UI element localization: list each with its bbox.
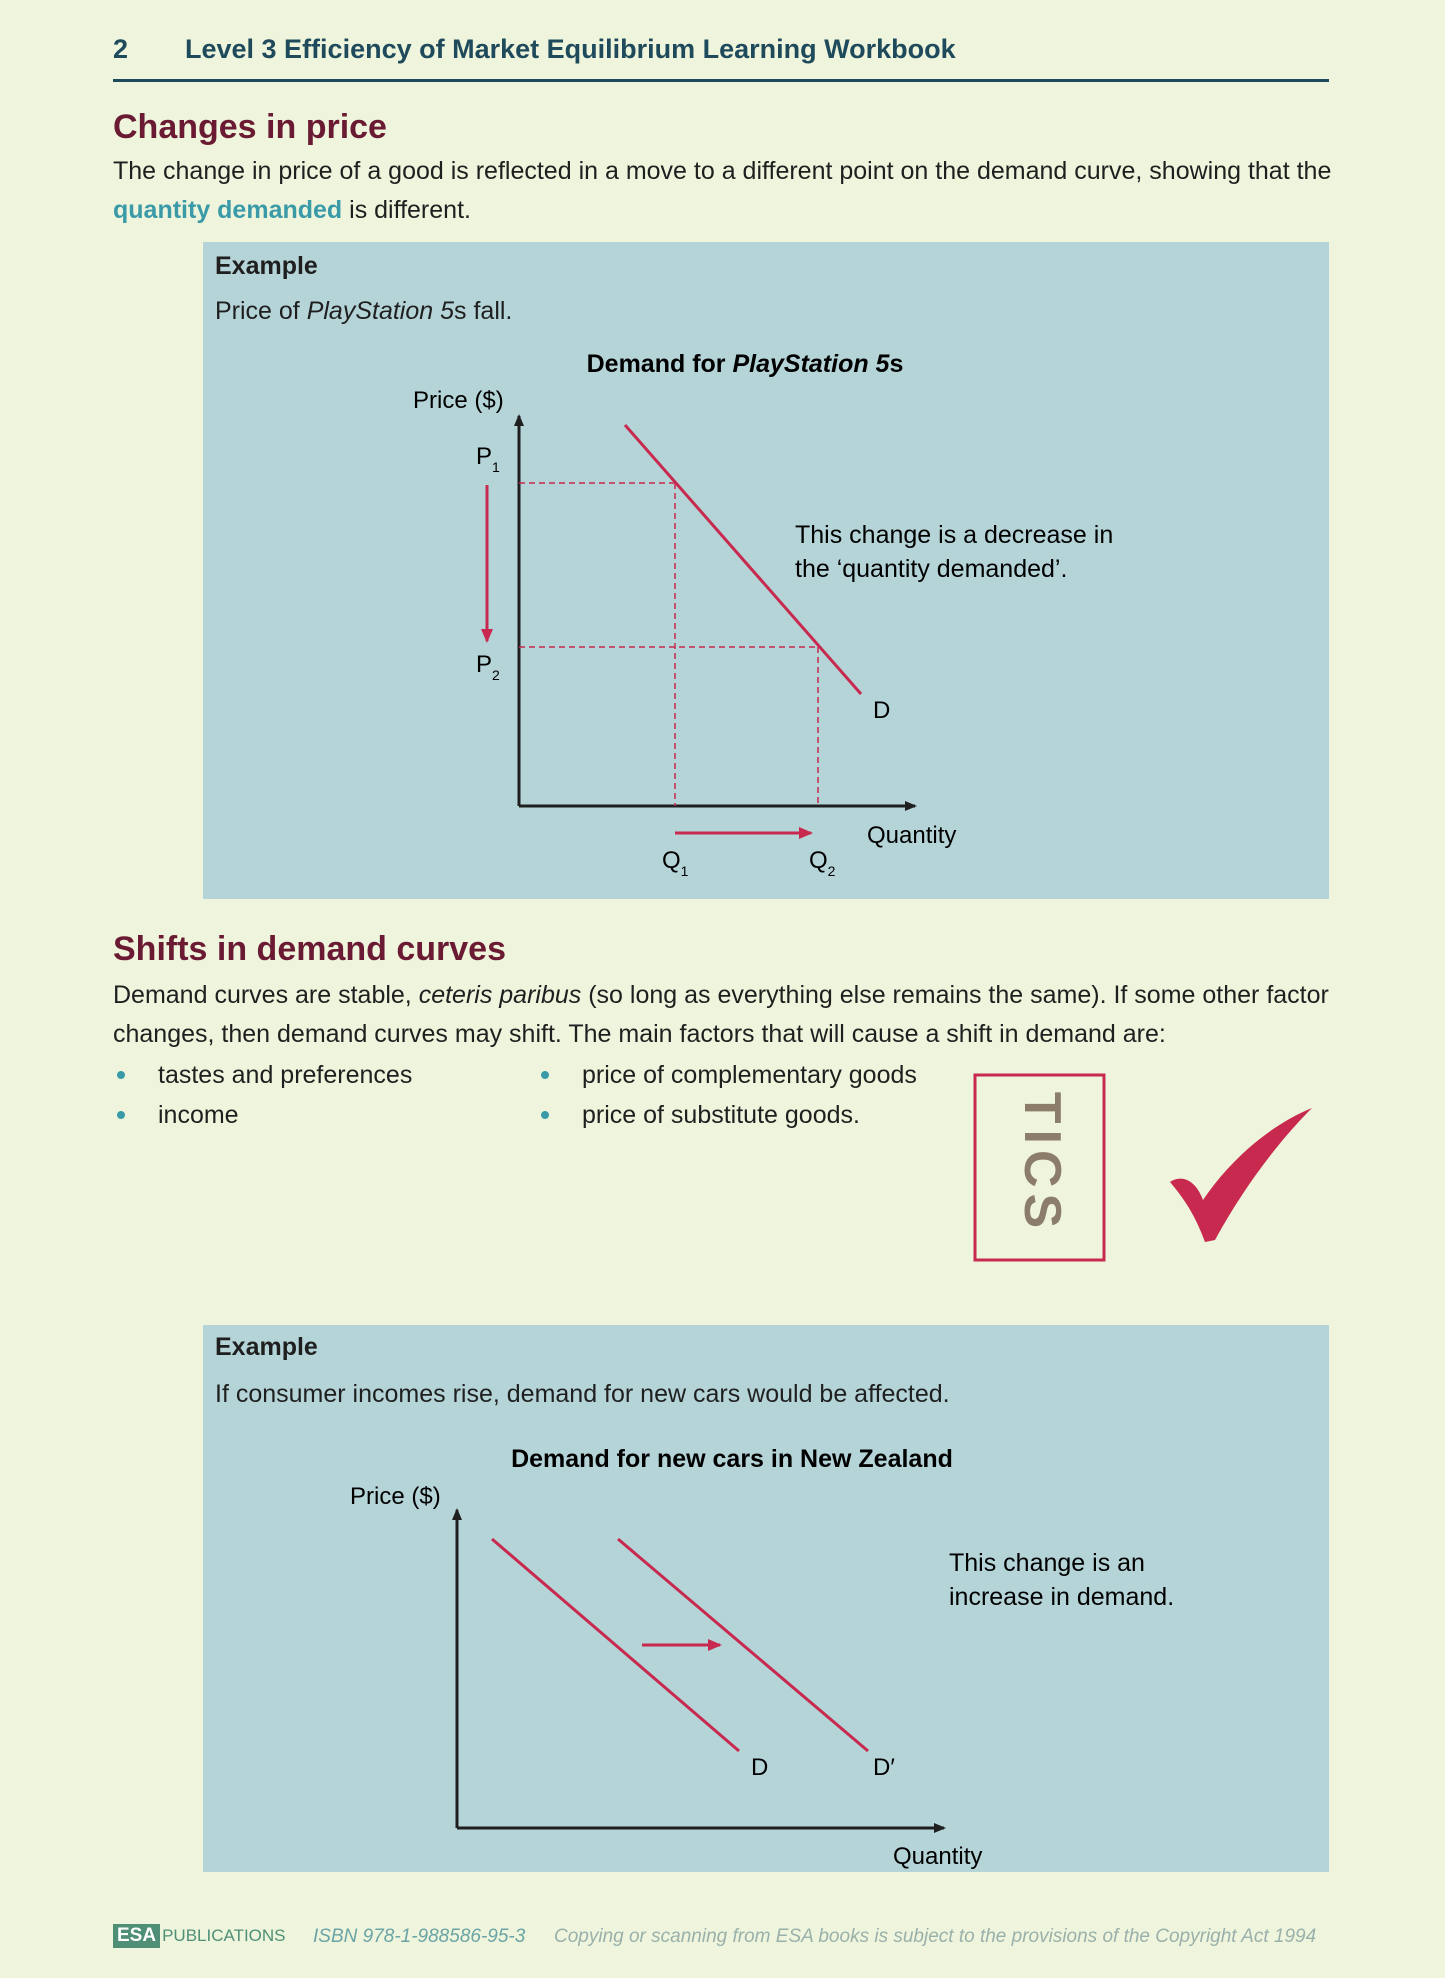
chart1-note-line1: This change is a decrease in [795, 521, 1114, 549]
isbn: ISBN 978-1-988586-95-3 [313, 1926, 526, 1947]
section1-text-end: is different. [342, 196, 471, 224]
p1-label: $P_1$ [476, 443, 500, 475]
chart2-y-axis-label: Price ($) [350, 1483, 441, 1510]
list-item: income [113, 1095, 412, 1135]
section1-text-start: The change in price of a good is reflected in a move to a different point on the demand curve, showing that the [113, 157, 1332, 185]
chart1-x-axis-label: Quantity [867, 822, 957, 849]
list-item: tastes and preferences [113, 1055, 412, 1095]
copyright-notice: Copying or scanning from ESA books is subject to the provisions of the Copyright Act 1994 [554, 1926, 1317, 1947]
example-text: If consumer incomes rise, demand for new cars would be affected. [215, 1380, 950, 1408]
section-heading-changes-in-price: Changes in price [113, 108, 387, 146]
example-text-suffix: s fall. [454, 297, 513, 325]
ceteris-paribus-term: ceteris paribus [418, 981, 582, 1009]
esa-logo [113, 1924, 286, 1948]
example-text-prefix: Price of [215, 297, 307, 325]
curve-d-label: D [751, 1754, 769, 1781]
section2-text-end: (so long as everything else remains the same). If some other factor changes, then demand curves may shift. The main factors that will cause a shift in demand are: [113, 981, 1329, 1048]
demand-curve-label: D [873, 697, 891, 724]
svg-text:TICS: TICS [1013, 1091, 1071, 1235]
new-cars-demand-chart [350, 1445, 1174, 1870]
chart1-note-line2: the ‘quantity demanded’. [795, 555, 1068, 583]
esa-logo-mark: ESA [113, 1924, 160, 1948]
p2-label: $P_2$ [476, 651, 500, 683]
page-footer [113, 1924, 1343, 1954]
example-label: Example [215, 252, 318, 280]
curve-d-prime-label: D′ [873, 1754, 895, 1781]
example-label: Example [215, 1333, 318, 1361]
chart1-y-axis-label: Price ($) [413, 387, 504, 414]
q1-label: $Q_1$ [662, 847, 689, 879]
quantity-demanded-term: quantity demanded [113, 196, 343, 224]
chart2-note-line2: increase in demand. [949, 1583, 1175, 1611]
chart1-title: Demand for PlayStation 5s [586, 350, 904, 378]
page-number: 2 [113, 34, 129, 64]
list-item: price of substitute goods. [537, 1095, 917, 1135]
list-item: price of complementary goods [537, 1055, 917, 1095]
section2-text-start: Demand curves are stable, [113, 981, 419, 1009]
chart2-title: Demand for new cars in New Zealand [511, 1445, 953, 1473]
esa-logo-text: PUBLICATIONS [162, 1926, 286, 1945]
example-text-product: PlayStation 5 [306, 297, 455, 325]
chart2-note-line1: This change is an [949, 1549, 1145, 1577]
section-heading-shifts-in-demand: Shifts in demand curves [113, 930, 506, 968]
chart2-x-axis-label: Quantity [893, 1843, 983, 1870]
workbook-title: Level 3 Efficiency of Market Equilibrium Learning Workbook [185, 34, 956, 64]
q2-label: $Q_2$ [809, 847, 836, 879]
